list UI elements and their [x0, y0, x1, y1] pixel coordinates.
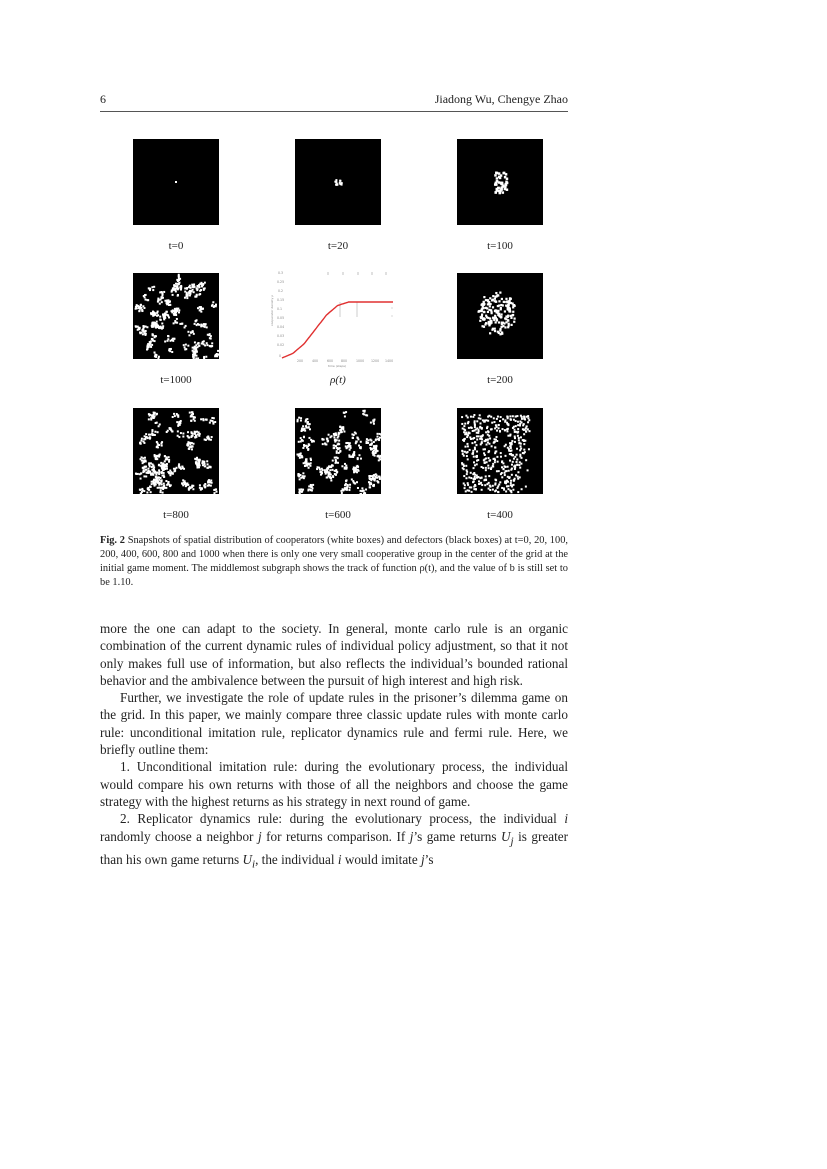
right-markers [391, 307, 392, 316]
snapshot-label-t100: t=100 [487, 240, 513, 252]
var-j: j [257, 828, 262, 844]
svg-text:0.04: 0.04 [277, 325, 285, 329]
snapshot-label-t200: t=200 [487, 374, 513, 386]
var-i: i [337, 851, 342, 867]
snapshot-t400 [457, 408, 543, 494]
snapshot-t800 [133, 408, 219, 494]
text: ’s game returns [413, 828, 501, 844]
snapshot-t20 [295, 139, 381, 225]
y-tick-labels [277, 271, 284, 358]
caption-label: Fig. 2 [100, 535, 125, 546]
svg-text:0.3: 0.3 [278, 271, 284, 275]
header-rule [100, 111, 568, 112]
svg-text:0.03: 0.03 [277, 334, 285, 338]
svg-text:0.1: 0.1 [277, 307, 283, 311]
var-j: j [421, 851, 425, 867]
x-axis-label: time (steps) [328, 364, 347, 368]
rho-chart-svg [270, 266, 400, 374]
y-axis-label: cooperator density ρ [270, 294, 274, 326]
rho-chart [270, 266, 400, 374]
svg-text:1400: 1400 [385, 359, 394, 363]
snapshot-label-t600: t=600 [325, 509, 351, 521]
var-j: j [409, 828, 414, 844]
paragraph-4-replicator-dynamics [100, 810, 568, 873]
text: randomly choose a neighbor [100, 828, 258, 844]
svg-text:0.25: 0.25 [277, 280, 285, 284]
svg-text:0.15: 0.15 [277, 298, 285, 302]
snapshot-label-t1000: t=1000 [160, 374, 192, 386]
snapshot-label-t800: t=800 [163, 509, 189, 521]
paragraph-3-unconditional-imitation: 1. Unconditional imitation rule: during the evolutionary process, the individual would compare his own returns with those of all the neighbors and choose the game strategy with the highest returns as his strategy in next round of game. [100, 759, 568, 809]
snapshot-label-t400: t=400 [487, 509, 513, 521]
snapshot-label-t0: t=0 [168, 240, 184, 252]
paragraph-2: Further, we investigate the role of update rules in the prisoner’s dilemma game on the grid. In this paper, we mainly compare three classic update rules with monte carlo rule: unconditional imitation rule, replicator dynamics rule and fermi rule. Here, we briefly outline them: [100, 690, 568, 758]
svg-text:0.2: 0.2 [278, 289, 284, 293]
svg-text:200: 200 [297, 359, 304, 363]
svg-text:600: 600 [327, 359, 334, 363]
top-ticks [328, 272, 386, 275]
var-i: i [564, 811, 568, 827]
caption-text: Snapshots of spatial distribution of cooperators (white boxes) and defectors (black boxes) at t=0, 20, 100, 200, 400, 600, 800 and 1000 when there is only one very small cooperative group in the center of the grid at the initial game moment. The middlemost subgraph shows the track of function ρ(t), and the value of b is still set to be 1.10. [100, 535, 568, 589]
text: , the individual [255, 851, 338, 867]
svg-text:0: 0 [279, 354, 282, 358]
x-tick-labels [297, 359, 393, 363]
svg-text:800: 800 [341, 359, 348, 363]
var-U: U [500, 828, 511, 844]
svg-text:0.02: 0.02 [277, 343, 285, 347]
text: 2. Replicator dynamics rule: during the evolutionary process, the individual [120, 811, 565, 827]
rho-curve [282, 302, 393, 358]
text: ’s [424, 851, 434, 867]
chart-label-rho: ρ(t) [330, 374, 346, 386]
var-U: U [242, 851, 252, 867]
paragraph-1: more the one can adapt to the society. In general, monte carlo rule is an organic combination of the current dynamic rules of individual policy adjustment, so that it not only makes full use of information, but also reflects the individual’s bounded rational behavior and the ambivalence between the pursuit of high interest and high risk. [100, 621, 568, 688]
svg-text:400: 400 [312, 359, 319, 363]
text: for returns comparison. If [261, 828, 410, 844]
text: would imitate [341, 851, 421, 867]
snapshot-t1000 [133, 273, 219, 359]
snapshot-t200 [457, 273, 543, 359]
snapshot-t0 [133, 139, 219, 225]
snapshot-t100 [457, 139, 543, 225]
body-text [100, 620, 568, 873]
figure-caption [100, 534, 568, 590]
page-number: 6 [100, 92, 106, 106]
running-header-authors: Jiadong Wu, Chengye Zhao [434, 92, 568, 106]
text: is greater than his own game returns [100, 828, 568, 867]
svg-text:1200: 1200 [371, 359, 380, 363]
snapshot-t600 [295, 408, 381, 494]
svg-text:0.05: 0.05 [277, 316, 285, 320]
subscript-i: i [252, 858, 256, 871]
subscript-j: j [510, 835, 514, 848]
svg-text:1000: 1000 [356, 359, 365, 363]
snapshot-label-t20: t=20 [327, 240, 349, 252]
